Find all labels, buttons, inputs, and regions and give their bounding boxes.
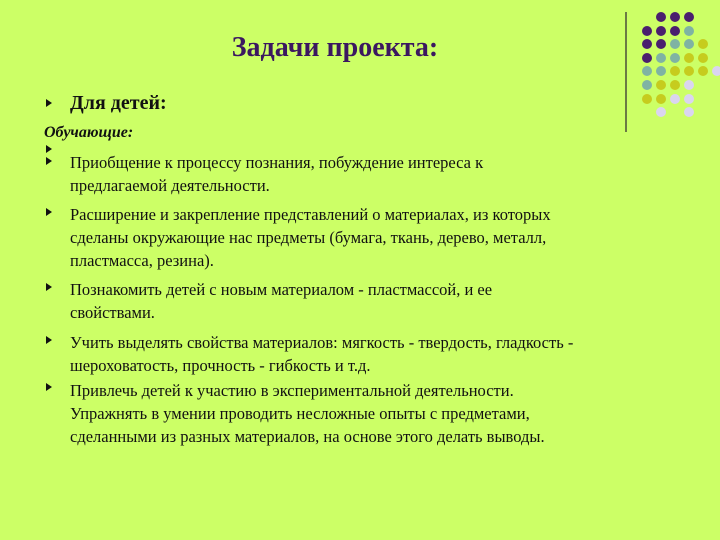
decorative-dot [642,80,652,90]
decorative-dot [684,66,694,76]
bullet-arrow-icon [46,99,52,107]
decorative-dot [670,39,680,49]
decorative-dot [656,80,666,90]
decorative-dot [684,26,694,36]
bullet-arrow-icon [46,283,52,291]
decorative-divider [625,12,627,132]
decorative-dot [698,66,708,76]
bullet-arrow-icon [46,157,52,165]
list-item: Привлечь детей к участию в экспериментальной деятельности. Упражнять в умении проводить несложные опыты с предметами, сделанными из разных материалов, на основе этого делать выводы. [70,381,545,446]
decorative-dot [642,94,652,104]
decorative-dot [684,94,694,104]
decorative-dot [656,12,666,22]
decorative-dot [670,80,680,90]
decorative-dot [684,39,694,49]
list-item: Учить выделять свойства материалов: мягкость - твердость, гладкость - шероховатость, прочность - гибкость и т.д. [70,333,574,375]
slide-title: Задачи проекта: [231,32,439,63]
bullet-arrow-icon [46,383,52,391]
decorative-dot [684,107,694,117]
decorative-dot [670,12,680,22]
decorative-dot [698,39,708,49]
decorative-dot [642,26,652,36]
decorative-dot [656,26,666,36]
decorative-dot [656,66,666,76]
decorative-dot [698,53,708,63]
decorative-dot [642,53,652,63]
decorative-dot [684,12,694,22]
decorative-dot [656,107,666,117]
list-item: Познакомить детей с новым материалом - пластмассой, и ее свойствами. [70,280,493,322]
decorative-dot [670,66,680,76]
decorative-dot [670,53,680,63]
section-heading: Для детей: [70,92,167,114]
decorative-dot [684,80,694,90]
bullet-arrow-icon [46,145,52,153]
bullet-arrow-icon [46,208,52,216]
bullet-arrow-icon [46,336,52,344]
list-item: Расширение и закрепление представлений о материалах, из которых сделаны окружающие нас предметы (бумага, ткань, дерево, металл, пластмасса, резина). [70,205,551,270]
decorative-dot [642,66,652,76]
list-item: Приобщение к процессу познания, побуждение интереса к предлагаемой деятельности. [70,153,484,195]
decorative-dot [712,66,720,76]
decorative-dot [684,53,694,63]
decorative-dot [670,26,680,36]
decorative-dot [656,94,666,104]
decorative-dot [656,53,666,63]
decorative-dot [670,94,680,104]
decorative-dot [656,39,666,49]
subsection-heading: Обучающие: [44,124,134,141]
decorative-dot [642,39,652,49]
